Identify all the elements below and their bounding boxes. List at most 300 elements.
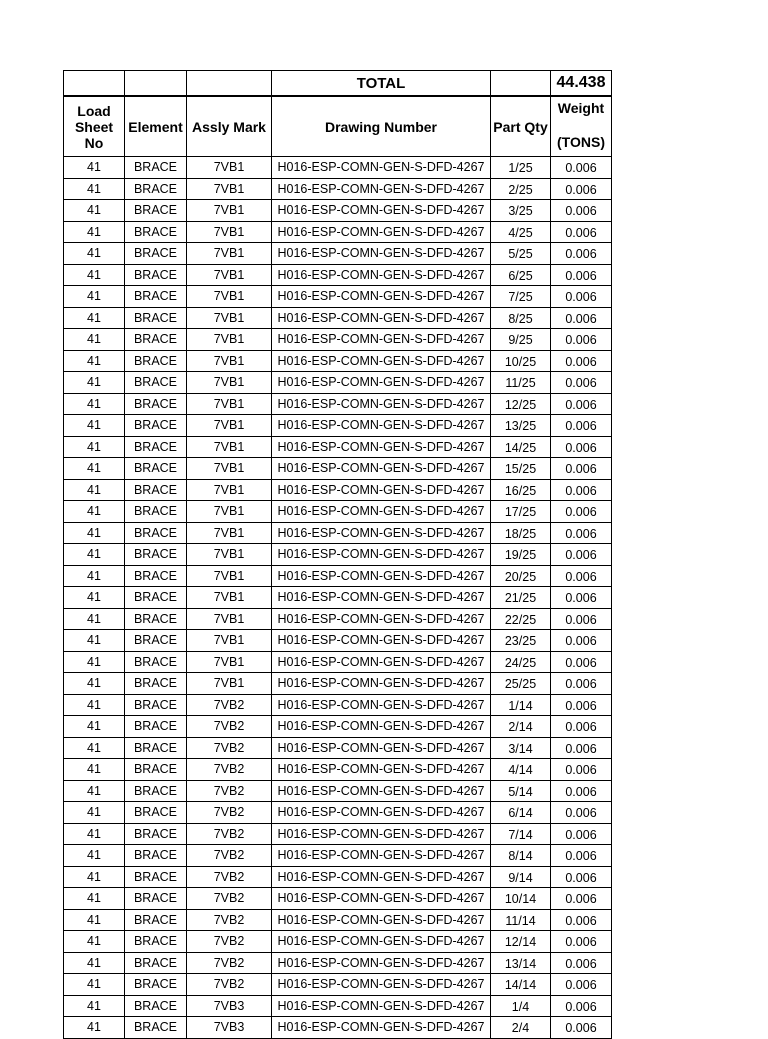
assly-mark-cell: 7VB2 bbox=[187, 866, 272, 888]
drawing-number-cell: H016-ESP-COMN-GEN-S-DFD-4267 bbox=[272, 888, 491, 910]
part-qty-cell: 13/14 bbox=[491, 952, 551, 974]
load-sheet-no-cell: 41 bbox=[64, 458, 125, 480]
part-qty-cell: 23/25 bbox=[491, 630, 551, 652]
part-qty-cell: 8/14 bbox=[491, 845, 551, 867]
load-sheet-no-cell: 41 bbox=[64, 393, 125, 415]
header-drawing-number: Drawing Number bbox=[272, 96, 491, 157]
assly-mark-cell: 7VB1 bbox=[187, 415, 272, 437]
element-cell: BRACE bbox=[125, 931, 187, 953]
load-sheet-no-cell: 41 bbox=[64, 243, 125, 265]
element-cell: BRACE bbox=[125, 286, 187, 308]
element-cell: BRACE bbox=[125, 952, 187, 974]
drawing-number-cell: H016-ESP-COMN-GEN-S-DFD-4267 bbox=[272, 909, 491, 931]
part-qty-cell: 1/4 bbox=[491, 995, 551, 1017]
part-qty-cell: 7/25 bbox=[491, 286, 551, 308]
weight-cell: 0.006 bbox=[551, 479, 612, 501]
drawing-number-cell: H016-ESP-COMN-GEN-S-DFD-4267 bbox=[272, 286, 491, 308]
element-cell: BRACE bbox=[125, 178, 187, 200]
table-row bbox=[64, 630, 612, 652]
weight-cell: 0.006 bbox=[551, 221, 612, 243]
assly-mark-cell: 7VB2 bbox=[187, 888, 272, 910]
weight-cell: 0.006 bbox=[551, 565, 612, 587]
load-sheet-no-cell: 41 bbox=[64, 952, 125, 974]
total-row-blank-cell bbox=[64, 71, 125, 97]
weight-cell: 0.006 bbox=[551, 716, 612, 738]
part-qty-cell: 4/25 bbox=[491, 221, 551, 243]
element-cell: BRACE bbox=[125, 243, 187, 265]
weight-cell: 0.006 bbox=[551, 286, 612, 308]
load-sheet-no-cell: 41 bbox=[64, 178, 125, 200]
weight-cell: 0.006 bbox=[551, 673, 612, 695]
assly-mark-cell: 7VB2 bbox=[187, 974, 272, 996]
assly-mark-cell: 7VB2 bbox=[187, 716, 272, 738]
load-sheet-no-cell: 41 bbox=[64, 630, 125, 652]
total-row-blank-cell bbox=[491, 71, 551, 97]
weight-cell: 0.006 bbox=[551, 458, 612, 480]
drawing-number-cell: H016-ESP-COMN-GEN-S-DFD-4267 bbox=[272, 329, 491, 351]
element-cell: BRACE bbox=[125, 608, 187, 630]
part-qty-cell: 20/25 bbox=[491, 565, 551, 587]
element-cell: BRACE bbox=[125, 866, 187, 888]
drawing-number-cell: H016-ESP-COMN-GEN-S-DFD-4267 bbox=[272, 974, 491, 996]
table-row bbox=[64, 587, 612, 609]
table-row bbox=[64, 716, 612, 738]
table-body bbox=[64, 157, 612, 1039]
table-row bbox=[64, 845, 612, 867]
drawing-number-cell: H016-ESP-COMN-GEN-S-DFD-4267 bbox=[272, 372, 491, 394]
table-row bbox=[64, 286, 612, 308]
table-row bbox=[64, 307, 612, 329]
drawing-number-cell: H016-ESP-COMN-GEN-S-DFD-4267 bbox=[272, 995, 491, 1017]
element-cell: BRACE bbox=[125, 221, 187, 243]
load-sheet-no-cell: 41 bbox=[64, 436, 125, 458]
weight-cell: 0.006 bbox=[551, 995, 612, 1017]
drawing-number-cell: H016-ESP-COMN-GEN-S-DFD-4267 bbox=[272, 221, 491, 243]
drawing-number-cell: H016-ESP-COMN-GEN-S-DFD-4267 bbox=[272, 178, 491, 200]
element-cell: BRACE bbox=[125, 845, 187, 867]
assly-mark-cell: 7VB2 bbox=[187, 802, 272, 824]
weight-cell: 0.006 bbox=[551, 329, 612, 351]
total-row-blank-cell bbox=[125, 71, 187, 97]
part-qty-cell: 13/25 bbox=[491, 415, 551, 437]
drawing-number-cell: H016-ESP-COMN-GEN-S-DFD-4267 bbox=[272, 157, 491, 179]
part-qty-cell: 10/25 bbox=[491, 350, 551, 372]
header-load-sheet-no: Load Sheet No bbox=[64, 96, 125, 157]
table-row bbox=[64, 243, 612, 265]
part-qty-cell: 16/25 bbox=[491, 479, 551, 501]
assly-mark-cell: 7VB1 bbox=[187, 544, 272, 566]
element-cell: BRACE bbox=[125, 630, 187, 652]
drawing-number-cell: H016-ESP-COMN-GEN-S-DFD-4267 bbox=[272, 200, 491, 222]
assly-mark-cell: 7VB1 bbox=[187, 243, 272, 265]
weight-cell: 0.006 bbox=[551, 522, 612, 544]
weight-cell: 0.006 bbox=[551, 436, 612, 458]
load-sheet-no-cell: 41 bbox=[64, 694, 125, 716]
table-row bbox=[64, 393, 612, 415]
part-qty-cell: 9/25 bbox=[491, 329, 551, 351]
load-sheet-no-cell: 41 bbox=[64, 200, 125, 222]
element-cell: BRACE bbox=[125, 587, 187, 609]
element-cell: BRACE bbox=[125, 909, 187, 931]
weight-cell: 0.006 bbox=[551, 845, 612, 867]
part-qty-cell: 2/14 bbox=[491, 716, 551, 738]
load-sheet-no-cell: 41 bbox=[64, 522, 125, 544]
table-row bbox=[64, 544, 612, 566]
table-row bbox=[64, 565, 612, 587]
assly-mark-cell: 7VB2 bbox=[187, 823, 272, 845]
table-row bbox=[64, 780, 612, 802]
weight-cell: 0.006 bbox=[551, 264, 612, 286]
header-weight-label: Weight bbox=[557, 100, 605, 116]
drawing-number-cell: H016-ESP-COMN-GEN-S-DFD-4267 bbox=[272, 608, 491, 630]
assly-mark-cell: 7VB3 bbox=[187, 995, 272, 1017]
header-row bbox=[64, 96, 612, 157]
load-sheet-no-cell: 41 bbox=[64, 802, 125, 824]
load-sheet-no-cell: 41 bbox=[64, 587, 125, 609]
element-cell: BRACE bbox=[125, 823, 187, 845]
weight-cell: 0.006 bbox=[551, 802, 612, 824]
weight-cell: 0.006 bbox=[551, 307, 612, 329]
table-row bbox=[64, 221, 612, 243]
load-sheet-no-cell: 41 bbox=[64, 759, 125, 781]
part-qty-cell: 6/25 bbox=[491, 264, 551, 286]
weight-cell: 0.006 bbox=[551, 780, 612, 802]
header-weight bbox=[551, 96, 612, 157]
drawing-number-cell: H016-ESP-COMN-GEN-S-DFD-4267 bbox=[272, 780, 491, 802]
assly-mark-cell: 7VB3 bbox=[187, 1017, 272, 1039]
part-qty-cell: 10/14 bbox=[491, 888, 551, 910]
table-row bbox=[64, 264, 612, 286]
load-sheet-no-cell: 41 bbox=[64, 329, 125, 351]
part-qty-cell: 21/25 bbox=[491, 587, 551, 609]
part-qty-cell: 12/14 bbox=[491, 931, 551, 953]
weight-cell: 0.006 bbox=[551, 737, 612, 759]
table-row bbox=[64, 995, 612, 1017]
part-qty-cell: 14/14 bbox=[491, 974, 551, 996]
element-cell: BRACE bbox=[125, 1017, 187, 1039]
assly-mark-cell: 7VB1 bbox=[187, 178, 272, 200]
table-row bbox=[64, 888, 612, 910]
load-sheet-no-cell: 41 bbox=[64, 264, 125, 286]
drawing-number-cell: H016-ESP-COMN-GEN-S-DFD-4267 bbox=[272, 393, 491, 415]
element-cell: BRACE bbox=[125, 200, 187, 222]
element-cell: BRACE bbox=[125, 802, 187, 824]
table-row bbox=[64, 909, 612, 931]
weight-cell: 0.006 bbox=[551, 694, 612, 716]
weight-cell: 0.006 bbox=[551, 393, 612, 415]
load-sheet-no-cell: 41 bbox=[64, 544, 125, 566]
element-cell: BRACE bbox=[125, 307, 187, 329]
weight-cell: 0.006 bbox=[551, 651, 612, 673]
element-cell: BRACE bbox=[125, 264, 187, 286]
load-sheet-no-cell: 41 bbox=[64, 501, 125, 523]
total-row-blank-cell bbox=[187, 71, 272, 97]
part-qty-cell: 7/14 bbox=[491, 823, 551, 845]
table-row bbox=[64, 823, 612, 845]
element-cell: BRACE bbox=[125, 329, 187, 351]
total-value: 44.438 bbox=[551, 71, 612, 97]
weight-cell: 0.006 bbox=[551, 415, 612, 437]
table-row bbox=[64, 200, 612, 222]
drawing-number-cell: H016-ESP-COMN-GEN-S-DFD-4267 bbox=[272, 845, 491, 867]
table-row bbox=[64, 759, 612, 781]
header-assly-mark: Assly Mark bbox=[187, 96, 272, 157]
part-qty-cell: 5/14 bbox=[491, 780, 551, 802]
assly-mark-cell: 7VB1 bbox=[187, 157, 272, 179]
weight-cell: 0.006 bbox=[551, 501, 612, 523]
load-sheet-no-cell: 41 bbox=[64, 608, 125, 630]
table-row bbox=[64, 458, 612, 480]
table-row bbox=[64, 436, 612, 458]
assly-mark-cell: 7VB2 bbox=[187, 759, 272, 781]
element-cell: BRACE bbox=[125, 372, 187, 394]
load-sheet-no-cell: 41 bbox=[64, 995, 125, 1017]
weight-cell: 0.006 bbox=[551, 630, 612, 652]
element-cell: BRACE bbox=[125, 759, 187, 781]
element-cell: BRACE bbox=[125, 565, 187, 587]
drawing-number-cell: H016-ESP-COMN-GEN-S-DFD-4267 bbox=[272, 737, 491, 759]
total-label: TOTAL bbox=[272, 71, 491, 97]
load-sheet-table bbox=[63, 70, 612, 1039]
table-row bbox=[64, 673, 612, 695]
part-qty-cell: 17/25 bbox=[491, 501, 551, 523]
load-sheet-no-cell: 41 bbox=[64, 286, 125, 308]
drawing-number-cell: H016-ESP-COMN-GEN-S-DFD-4267 bbox=[272, 651, 491, 673]
drawing-number-cell: H016-ESP-COMN-GEN-S-DFD-4267 bbox=[272, 823, 491, 845]
part-qty-cell: 12/25 bbox=[491, 393, 551, 415]
assly-mark-cell: 7VB2 bbox=[187, 780, 272, 802]
drawing-number-cell: H016-ESP-COMN-GEN-S-DFD-4267 bbox=[272, 673, 491, 695]
element-cell: BRACE bbox=[125, 716, 187, 738]
drawing-number-cell: H016-ESP-COMN-GEN-S-DFD-4267 bbox=[272, 716, 491, 738]
load-sheet-no-cell: 41 bbox=[64, 372, 125, 394]
drawing-number-cell: H016-ESP-COMN-GEN-S-DFD-4267 bbox=[272, 458, 491, 480]
table-row bbox=[64, 931, 612, 953]
weight-cell: 0.006 bbox=[551, 823, 612, 845]
assly-mark-cell: 7VB1 bbox=[187, 307, 272, 329]
weight-cell: 0.006 bbox=[551, 157, 612, 179]
total-row bbox=[64, 71, 612, 97]
assly-mark-cell: 7VB1 bbox=[187, 350, 272, 372]
assly-mark-cell: 7VB2 bbox=[187, 694, 272, 716]
part-qty-cell: 2/4 bbox=[491, 1017, 551, 1039]
weight-cell: 0.006 bbox=[551, 544, 612, 566]
table-row bbox=[64, 651, 612, 673]
weight-cell: 0.006 bbox=[551, 372, 612, 394]
assly-mark-cell: 7VB1 bbox=[187, 221, 272, 243]
table-row bbox=[64, 329, 612, 351]
assly-mark-cell: 7VB1 bbox=[187, 329, 272, 351]
assly-mark-cell: 7VB1 bbox=[187, 372, 272, 394]
element-cell: BRACE bbox=[125, 888, 187, 910]
load-sheet-no-cell: 41 bbox=[64, 909, 125, 931]
weight-cell: 0.006 bbox=[551, 350, 612, 372]
weight-cell: 0.006 bbox=[551, 931, 612, 953]
weight-cell: 0.006 bbox=[551, 909, 612, 931]
part-qty-cell: 18/25 bbox=[491, 522, 551, 544]
weight-cell: 0.006 bbox=[551, 952, 612, 974]
load-sheet-no-cell: 41 bbox=[64, 845, 125, 867]
assly-mark-cell: 7VB1 bbox=[187, 630, 272, 652]
drawing-number-cell: H016-ESP-COMN-GEN-S-DFD-4267 bbox=[272, 307, 491, 329]
drawing-number-cell: H016-ESP-COMN-GEN-S-DFD-4267 bbox=[272, 931, 491, 953]
table-row bbox=[64, 1017, 612, 1039]
element-cell: BRACE bbox=[125, 673, 187, 695]
drawing-number-cell: H016-ESP-COMN-GEN-S-DFD-4267 bbox=[272, 802, 491, 824]
drawing-number-cell: H016-ESP-COMN-GEN-S-DFD-4267 bbox=[272, 544, 491, 566]
table-row bbox=[64, 694, 612, 716]
element-cell: BRACE bbox=[125, 995, 187, 1017]
drawing-number-cell: H016-ESP-COMN-GEN-S-DFD-4267 bbox=[272, 350, 491, 372]
drawing-number-cell: H016-ESP-COMN-GEN-S-DFD-4267 bbox=[272, 759, 491, 781]
weight-cell: 0.006 bbox=[551, 974, 612, 996]
table-row bbox=[64, 350, 612, 372]
drawing-number-cell: H016-ESP-COMN-GEN-S-DFD-4267 bbox=[272, 1017, 491, 1039]
load-sheet-no-cell: 41 bbox=[64, 307, 125, 329]
drawing-number-cell: H016-ESP-COMN-GEN-S-DFD-4267 bbox=[272, 415, 491, 437]
element-cell: BRACE bbox=[125, 522, 187, 544]
table-row bbox=[64, 802, 612, 824]
weight-cell: 0.006 bbox=[551, 866, 612, 888]
weight-cell: 0.006 bbox=[551, 888, 612, 910]
table-row bbox=[64, 372, 612, 394]
assly-mark-cell: 7VB1 bbox=[187, 501, 272, 523]
table-row bbox=[64, 522, 612, 544]
load-sheet-no-cell: 41 bbox=[64, 974, 125, 996]
load-sheet-no-cell: 41 bbox=[64, 866, 125, 888]
part-qty-cell: 9/14 bbox=[491, 866, 551, 888]
assly-mark-cell: 7VB2 bbox=[187, 909, 272, 931]
assly-mark-cell: 7VB1 bbox=[187, 651, 272, 673]
drawing-number-cell: H016-ESP-COMN-GEN-S-DFD-4267 bbox=[272, 630, 491, 652]
assly-mark-cell: 7VB2 bbox=[187, 737, 272, 759]
drawing-number-cell: H016-ESP-COMN-GEN-S-DFD-4267 bbox=[272, 587, 491, 609]
element-cell: BRACE bbox=[125, 501, 187, 523]
element-cell: BRACE bbox=[125, 436, 187, 458]
load-sheet-no-cell: 41 bbox=[64, 221, 125, 243]
drawing-number-cell: H016-ESP-COMN-GEN-S-DFD-4267 bbox=[272, 522, 491, 544]
load-sheet-no-cell: 41 bbox=[64, 415, 125, 437]
load-sheet-no-cell: 41 bbox=[64, 780, 125, 802]
drawing-number-cell: H016-ESP-COMN-GEN-S-DFD-4267 bbox=[272, 264, 491, 286]
element-cell: BRACE bbox=[125, 974, 187, 996]
load-sheet-no-cell: 41 bbox=[64, 651, 125, 673]
part-qty-cell: 6/14 bbox=[491, 802, 551, 824]
part-qty-cell: 3/14 bbox=[491, 737, 551, 759]
assly-mark-cell: 7VB1 bbox=[187, 264, 272, 286]
part-qty-cell: 15/25 bbox=[491, 458, 551, 480]
part-qty-cell: 8/25 bbox=[491, 307, 551, 329]
load-sheet-no-cell: 41 bbox=[64, 157, 125, 179]
load-sheet-no-cell: 41 bbox=[64, 565, 125, 587]
element-cell: BRACE bbox=[125, 350, 187, 372]
element-cell: BRACE bbox=[125, 544, 187, 566]
weight-cell: 0.006 bbox=[551, 608, 612, 630]
assly-mark-cell: 7VB2 bbox=[187, 931, 272, 953]
load-sheet-no-cell: 41 bbox=[64, 716, 125, 738]
assly-mark-cell: 7VB1 bbox=[187, 200, 272, 222]
assly-mark-cell: 7VB1 bbox=[187, 587, 272, 609]
table-row bbox=[64, 608, 612, 630]
element-cell: BRACE bbox=[125, 780, 187, 802]
weight-cell: 0.006 bbox=[551, 200, 612, 222]
part-qty-cell: 19/25 bbox=[491, 544, 551, 566]
load-sheet-no-cell: 41 bbox=[64, 479, 125, 501]
part-qty-cell: 3/25 bbox=[491, 200, 551, 222]
part-qty-cell: 25/25 bbox=[491, 673, 551, 695]
weight-cell: 0.006 bbox=[551, 1017, 612, 1039]
load-sheet-no-cell: 41 bbox=[64, 1017, 125, 1039]
element-cell: BRACE bbox=[125, 737, 187, 759]
load-sheet-no-cell: 41 bbox=[64, 931, 125, 953]
table-row bbox=[64, 737, 612, 759]
table-row bbox=[64, 178, 612, 200]
header-weight-unit: (TONS) bbox=[557, 134, 605, 150]
assly-mark-cell: 7VB2 bbox=[187, 845, 272, 867]
load-sheet-no-cell: 41 bbox=[64, 673, 125, 695]
assly-mark-cell: 7VB1 bbox=[187, 565, 272, 587]
load-sheet-no-cell: 41 bbox=[64, 888, 125, 910]
header-element: Element bbox=[125, 96, 187, 157]
part-qty-cell: 5/25 bbox=[491, 243, 551, 265]
weight-cell: 0.006 bbox=[551, 178, 612, 200]
assly-mark-cell: 7VB1 bbox=[187, 458, 272, 480]
assly-mark-cell: 7VB1 bbox=[187, 393, 272, 415]
drawing-number-cell: H016-ESP-COMN-GEN-S-DFD-4267 bbox=[272, 866, 491, 888]
part-qty-cell: 14/25 bbox=[491, 436, 551, 458]
assly-mark-cell: 7VB1 bbox=[187, 608, 272, 630]
part-qty-cell: 4/14 bbox=[491, 759, 551, 781]
element-cell: BRACE bbox=[125, 458, 187, 480]
drawing-number-cell: H016-ESP-COMN-GEN-S-DFD-4267 bbox=[272, 694, 491, 716]
drawing-number-cell: H016-ESP-COMN-GEN-S-DFD-4267 bbox=[272, 479, 491, 501]
load-sheet-no-cell: 41 bbox=[64, 823, 125, 845]
part-qty-cell: 22/25 bbox=[491, 608, 551, 630]
part-qty-cell: 11/25 bbox=[491, 372, 551, 394]
element-cell: BRACE bbox=[125, 479, 187, 501]
table-row bbox=[64, 479, 612, 501]
part-qty-cell: 1/14 bbox=[491, 694, 551, 716]
drawing-number-cell: H016-ESP-COMN-GEN-S-DFD-4267 bbox=[272, 952, 491, 974]
table-row bbox=[64, 501, 612, 523]
table-row bbox=[64, 866, 612, 888]
load-sheet-no-cell: 41 bbox=[64, 737, 125, 759]
assly-mark-cell: 7VB1 bbox=[187, 286, 272, 308]
drawing-number-cell: H016-ESP-COMN-GEN-S-DFD-4267 bbox=[272, 565, 491, 587]
drawing-number-cell: H016-ESP-COMN-GEN-S-DFD-4267 bbox=[272, 501, 491, 523]
assly-mark-cell: 7VB1 bbox=[187, 436, 272, 458]
part-qty-cell: 11/14 bbox=[491, 909, 551, 931]
assly-mark-cell: 7VB2 bbox=[187, 952, 272, 974]
element-cell: BRACE bbox=[125, 651, 187, 673]
assly-mark-cell: 7VB1 bbox=[187, 522, 272, 544]
element-cell: BRACE bbox=[125, 393, 187, 415]
table-row bbox=[64, 157, 612, 179]
element-cell: BRACE bbox=[125, 694, 187, 716]
table-row bbox=[64, 952, 612, 974]
drawing-number-cell: H016-ESP-COMN-GEN-S-DFD-4267 bbox=[272, 436, 491, 458]
part-qty-cell: 24/25 bbox=[491, 651, 551, 673]
assly-mark-cell: 7VB1 bbox=[187, 479, 272, 501]
assly-mark-cell: 7VB1 bbox=[187, 673, 272, 695]
element-cell: BRACE bbox=[125, 415, 187, 437]
table-row bbox=[64, 415, 612, 437]
load-sheet-no-cell: 41 bbox=[64, 350, 125, 372]
header-part-qty: Part Qty bbox=[491, 96, 551, 157]
part-qty-cell: 1/25 bbox=[491, 157, 551, 179]
weight-cell: 0.006 bbox=[551, 243, 612, 265]
table-row bbox=[64, 974, 612, 996]
